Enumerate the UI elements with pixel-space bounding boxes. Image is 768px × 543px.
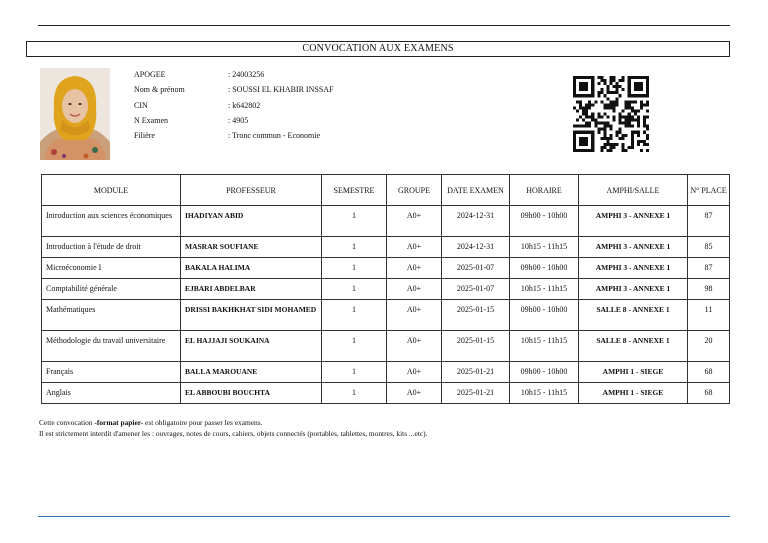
- qr-code: [573, 76, 649, 152]
- col-header-time: HORAIRE: [510, 175, 579, 206]
- info-value: : 4905: [228, 116, 249, 126]
- cell-professor: IHADIYAN ABID: [181, 206, 322, 237]
- info-label: N Examen: [134, 116, 168, 126]
- cell-professor: DRISSI BAKHKHAT SIDI MOHAMED: [181, 300, 322, 331]
- table-row: [42, 258, 730, 279]
- note-text: est obligatoire pour passer les examens.: [143, 418, 263, 427]
- cell-room: AMPHI 3 - ANNEXE 1: [579, 237, 688, 258]
- col-header-room: AMPHI/SALLE: [579, 175, 688, 206]
- info-value: : Tronc commun - Economie: [228, 131, 320, 141]
- cell-semester: 1: [322, 383, 387, 404]
- cell-semester: 1: [322, 258, 387, 279]
- cell-semester: 1: [322, 362, 387, 383]
- cell-group: A0+: [387, 362, 442, 383]
- cell-room: AMPHI 3 - ANNEXE 1: [579, 206, 688, 237]
- cell-time: 09h00 - 10h00: [510, 300, 579, 331]
- cell-module: Microéconomie I: [42, 258, 181, 279]
- info-row-exam-number: [134, 113, 334, 128]
- cell-module: Comptabilité générale: [42, 279, 181, 300]
- cell-seat: 87: [688, 258, 730, 279]
- table-row: [42, 237, 730, 258]
- document-title: CONVOCATION AUX EXAMENS: [26, 41, 730, 57]
- cell-seat: 20: [688, 331, 730, 362]
- info-value: : k642802: [228, 100, 261, 110]
- cell-date: 2025-01-07: [442, 279, 510, 300]
- notes: [39, 417, 427, 439]
- cell-module: Français: [42, 362, 181, 383]
- table-row: [42, 279, 730, 300]
- col-header-module: MODULE: [42, 175, 181, 206]
- table-row: [42, 206, 730, 237]
- cell-seat: 11: [688, 300, 730, 331]
- cell-semester: 1: [322, 237, 387, 258]
- cell-date: 2025-01-21: [442, 383, 510, 404]
- cell-module: Mathématiques: [42, 300, 181, 331]
- table-row: [42, 383, 730, 404]
- exam-table: [41, 174, 730, 404]
- bottom-divider: [38, 516, 730, 517]
- table-header-row: [42, 175, 730, 206]
- cell-professor: EL ABBOUBI BOUCHTA: [181, 383, 322, 404]
- cell-semester: 1: [322, 300, 387, 331]
- cell-date: 2025-01-15: [442, 331, 510, 362]
- info-label: Filière: [134, 131, 155, 141]
- cell-module: Introduction à l'étude de droit: [42, 237, 181, 258]
- info-label: CIN: [134, 100, 148, 110]
- cell-group: A0+: [387, 237, 442, 258]
- cell-time: 09h00 - 10h00: [510, 206, 579, 237]
- col-header-seat: N° PLACE: [688, 175, 730, 206]
- col-header-date: DATE EXAMEN: [442, 175, 510, 206]
- cell-time: 09h00 - 10h00: [510, 258, 579, 279]
- cell-group: A0+: [387, 300, 442, 331]
- cell-group: A0+: [387, 383, 442, 404]
- top-divider: [38, 25, 730, 26]
- cell-seat: 85: [688, 237, 730, 258]
- cell-time: 10h15 - 11h15: [510, 279, 579, 300]
- cell-seat: 68: [688, 383, 730, 404]
- cell-seat: 68: [688, 362, 730, 383]
- cell-room: AMPHI 3 - ANNEXE 1: [579, 258, 688, 279]
- cell-group: A0+: [387, 279, 442, 300]
- info-value: : 24003256: [228, 70, 265, 80]
- cell-seat: 98: [688, 279, 730, 300]
- info-row-name: [134, 82, 334, 97]
- cell-professor: EJBARI ABDELBAR: [181, 279, 322, 300]
- cell-room: AMPHI 1 - SIEGE: [579, 362, 688, 383]
- cell-time: 10h15 - 11h15: [510, 383, 579, 404]
- cell-semester: 1: [322, 279, 387, 300]
- col-header-professor: PROFESSEUR: [181, 175, 322, 206]
- col-header-semester: SEMESTRE: [322, 175, 387, 206]
- cell-professor: MASRAR SOUFIANE: [181, 237, 322, 258]
- cell-date: 2025-01-15: [442, 300, 510, 331]
- info-row-cin: [134, 98, 334, 113]
- cell-module: Introduction aux sciences économiques: [42, 206, 181, 237]
- info-label: Nom & prénom: [134, 85, 185, 95]
- cell-semester: 1: [322, 331, 387, 362]
- cell-date: 2025-01-21: [442, 362, 510, 383]
- cell-time: 10h15 - 11h15: [510, 331, 579, 362]
- cell-group: A0+: [387, 331, 442, 362]
- student-info: [134, 67, 334, 143]
- table-row: [42, 362, 730, 383]
- info-row-apogee: [134, 67, 334, 82]
- cell-semester: 1: [322, 206, 387, 237]
- cell-professor: BALLA MAROUANE: [181, 362, 322, 383]
- cell-room: SALLE 8 - ANNEXE 1: [579, 331, 688, 362]
- cell-date: 2025-01-07: [442, 258, 510, 279]
- cell-date: 2024-12-31: [442, 206, 510, 237]
- info-row-filiere: [134, 128, 334, 143]
- note-bold-text: -format papier-: [94, 418, 144, 427]
- cell-seat: 87: [688, 206, 730, 237]
- table-row: [42, 300, 730, 331]
- cell-room: AMPHI 3 - ANNEXE 1: [579, 279, 688, 300]
- cell-time: 10h15 - 11h15: [510, 237, 579, 258]
- note-line-2: Il est strictement interdit d'amener les : ouvrages, notes de cours, cahiers, objets connectés (portables, tablettes, montres, kits ...etc).: [39, 429, 428, 438]
- cell-module: Anglais: [42, 383, 181, 404]
- cell-professor: EL HAJJAJI SOUKAINA: [181, 331, 322, 362]
- cell-module: Méthodologie du travail universitaire: [42, 331, 181, 362]
- note-line-1: [39, 417, 427, 428]
- cell-professor: BAKALA HALIMA: [181, 258, 322, 279]
- cell-group: A0+: [387, 206, 442, 237]
- cell-time: 09h00 - 10h00: [510, 362, 579, 383]
- note-text: Cette convocation: [39, 418, 95, 427]
- col-header-group: GROUPE: [387, 175, 442, 206]
- table-row: [42, 331, 730, 362]
- student-photo: [40, 68, 110, 160]
- info-label: APOGEE: [134, 70, 166, 80]
- cell-group: A0+: [387, 258, 442, 279]
- cell-room: AMPHI 1 - SIEGE: [579, 383, 688, 404]
- info-value: : SOUSSI EL KHABIR INSSAF: [228, 85, 334, 95]
- cell-room: SALLE 8 - ANNEXE 1: [579, 300, 688, 331]
- cell-date: 2024-12-31: [442, 237, 510, 258]
